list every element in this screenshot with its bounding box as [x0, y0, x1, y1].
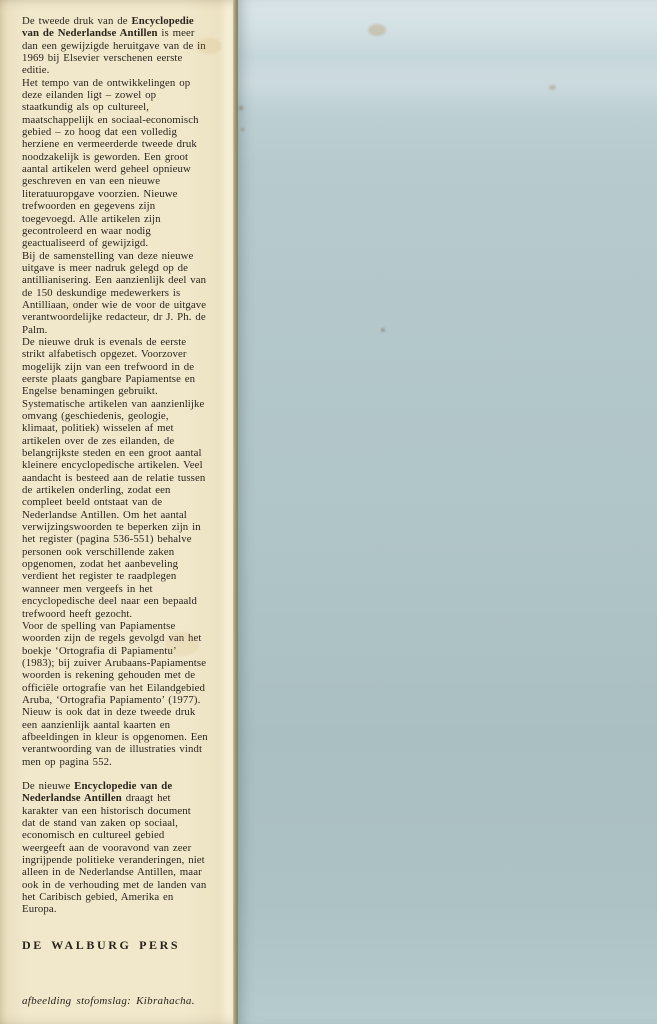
book-cover-front — [238, 0, 657, 1024]
blurb-run: Het tempo van de ontwikkelingen op deze eilanden ligt – zowel op staatkundig als op cultureel, maatschappelijk en sociaal-economisch gebied – zo hoog dat een volledig herziene en vermeerderde tweede druk noodzakelijk is geworden. Een groot aantal artikelen werd geheel opnieuw geschreven en van een nieuwe literatuuropgave voorzien. Nieuwe trefwoorden en gegevens zijn toegevoegd. Alle artikelen zijn gecontroleerd en waar nodig geactualiseerd of gewijzigd. — [22, 76, 199, 250]
blurb-run: Voor de spelling van Papiamentse woorden zijn de regels gevolgd van het boekje ‘Ortografia di Papiamentu’ (1983); bij zuiver Arubaans-Papiamentse woorden is rekening gehouden met de officiële ortografie van het Eilandgebied Aruba, ‘Ortografia Papiamento’ (1977). — [22, 619, 207, 706]
publisher-name: DE WALBURG PERS — [22, 938, 181, 952]
blurb-run: De nieuwe druk is evenals de eerste strikt alfabetisch opgezet. Voorzover mogelijk zijn van een trefwoord in de eerste plaats gangbare Papiamentse en Engelse benamingen gebruikt. — [22, 335, 196, 398]
blurb-run: De tweede druk van de — [22, 15, 132, 27]
blurb-run: Nieuw is ook dat in deze tweede druk een aanzienlijk aantal kaarten en afbeeldingen in kleur is opgenomen. Een verantwoording van de illustraties vindt men op pagina 552. — [22, 706, 208, 768]
flap-paragraph — [22, 250, 208, 336]
blurb-run: draagt het karakter van een historisch document dat de stand van zaken op sociaal, economisch en cultureel gebied weergeeft aan de vooravond van zeer ingrijpende politieke veranderingen, niet alleen in de Nederlandse Antillen, maar ook in de verhouding met de landen van het Caribisch gebied, Amerika en Europa. — [22, 792, 207, 916]
flap-paragraph — [22, 15, 208, 77]
blurb-run: is meer dan een gewijzigde heruitgave van de in 1969 bij Elsevier verschenen eerste editie. — [22, 27, 206, 77]
flap-paragraph — [22, 336, 208, 398]
cover-image-credit: afbeelding stofomslag: Kibrahacha. — [22, 995, 195, 1007]
flap-paragraph — [22, 77, 208, 250]
dust-jacket-flap — [0, 0, 233, 1024]
book-title-bold: Encyclopedie van de Nederlandse Antillen — [22, 779, 173, 805]
flap-paragraph — [22, 706, 208, 768]
blurb-run: De nieuwe — [22, 779, 75, 792]
flap-blurb-text — [22, 15, 208, 916]
flap-paragraph — [22, 398, 208, 620]
blurb-run: Bij de samenstelling van deze nieuwe uitgave is meer nadruk gelegd op de antillianisering. Een aanzienlijk deel van de 150 deskundige medewerkers is Antilliaan, onder wie de voor de uitgave verantwoordelijke redacteur, dr J. Ph. de Palm. — [22, 249, 207, 336]
flap-paragraph — [22, 780, 208, 916]
book-title-bold: Encyclopedie van de Nederlandse Antillen — [22, 15, 194, 40]
blurb-run: Systematische artikelen van aanzienlijke omvang (geschiedenis, geologie, klimaat, politiek) wisselen af met artikelen over de zes eilanden, de belangrijkste steden en een groot aantal kleinere encyclopedische artikelen. Veel aandacht is besteed aan de relatie tussen de artikelen onderling, zodat een compleet beeld ontstaat van de Nederlandse Antillen. Om het aantal verwijzingswoorden te beperken zijn in het register (pagina 536-551) behalve personen ook verschillende zaken opgenomen, zodat het aanbeveling verdient het register te raadplegen wanneer men vergeefs in het encyclopedische deel naar een bepaald trefwoord heeft gezocht. — [22, 397, 206, 620]
flap-paragraph — [22, 620, 208, 706]
